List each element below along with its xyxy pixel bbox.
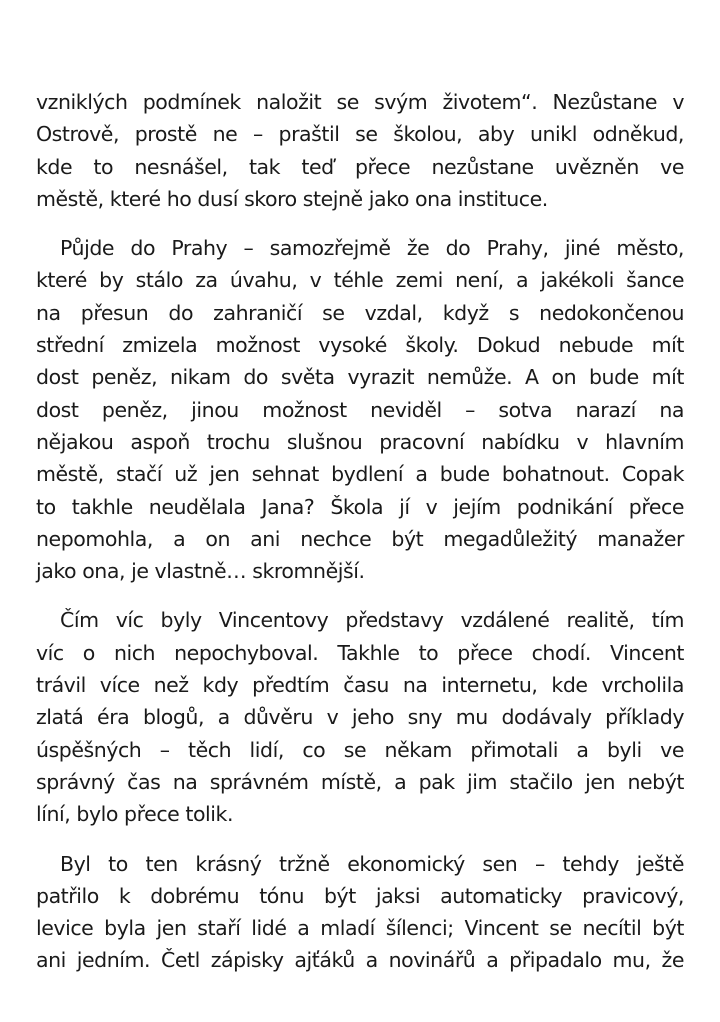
text-line: střední zmizela možnost vysoké školy. Dokud nebude mít — [36, 333, 684, 358]
text-line: Ostrově, prostě ne – praštil se školou, aby unikl odněkud, — [36, 122, 684, 147]
text-line: které by stálo za úvahu, v téhle zemi není, a jakékoli šance — [36, 268, 684, 293]
text-line: trávil více než kdy předtím času na internetu, kde vrcholila — [36, 673, 684, 698]
paragraph-3 — [36, 604, 684, 830]
text-line: vzniklých podmínek naložit se svým životem“. Nezůstane v — [36, 90, 684, 114]
paragraph-4 — [36, 848, 684, 977]
text-line: úspěšných – těch lidí, co se někam přimotali a byli ve — [36, 737, 684, 762]
text-line: Půjde do Prahy – samozřejmě že do Prahy, jiné město, — [60, 236, 684, 261]
text-line: městě, které ho dusí skoro stejně jako ona instituce. — [36, 186, 548, 211]
paragraph-2 — [36, 232, 684, 587]
text-line: kde to nesnášel, tak teď přece nezůstane uvězněn ve — [36, 154, 684, 179]
text-line: zlatá éra blogů, a důvěru v jeho sny mu dodávaly příklady — [36, 705, 684, 730]
text-line: správný čas na správném místě, a pak jim stačilo jen nebýt — [36, 769, 684, 794]
text-line: na přesun do zahraničí se vzdal, když s nedokončenou — [36, 300, 684, 325]
text-line: nepomohla, a on ani nechce být megadůležitý manažer — [36, 526, 684, 551]
text-line: levice byla jen staří lidé a mladí šílenci; Vincent se necítil být — [36, 916, 684, 941]
text-line: Byl to ten krásný tržně ekonomický sen – tehdy ještě — [60, 851, 684, 876]
text-line: Čím víc byly Vincentovy představy vzdálené realitě, tím — [60, 608, 684, 633]
paragraph-1 — [36, 86, 684, 215]
text-line: to takhle neudělala Jana? Škola jí v jejím podnikání přece — [36, 494, 684, 519]
text-line: dost peněz, jinou možnost neviděl – sotva narazí na — [36, 397, 684, 422]
text-line: patřilo k dobrému tónu být jaksi automaticky pravicový, — [36, 883, 684, 908]
body-text — [36, 86, 684, 977]
text-line: ani jedním. Četl zápisky ajťáků a novinářů a připadalo mu, že — [36, 948, 684, 973]
text-line: jako ona, je vlastně… skromnější. — [36, 559, 365, 584]
text-line: líní, bylo přece tolik. — [36, 802, 234, 827]
text-line: nějakou aspoň trochu slušnou pracovní nabídku v hlavním — [36, 429, 684, 454]
text-line: víc o nich nepochyboval. Takhle to přece chodí. Vincent — [36, 640, 684, 665]
text-line: městě, stačí už jen sehnat bydlení a bude bohatnout. Copak — [36, 462, 684, 487]
text-line: dost peněz, nikam do světa vyrazit nemůže. A on bude mít — [36, 365, 684, 390]
